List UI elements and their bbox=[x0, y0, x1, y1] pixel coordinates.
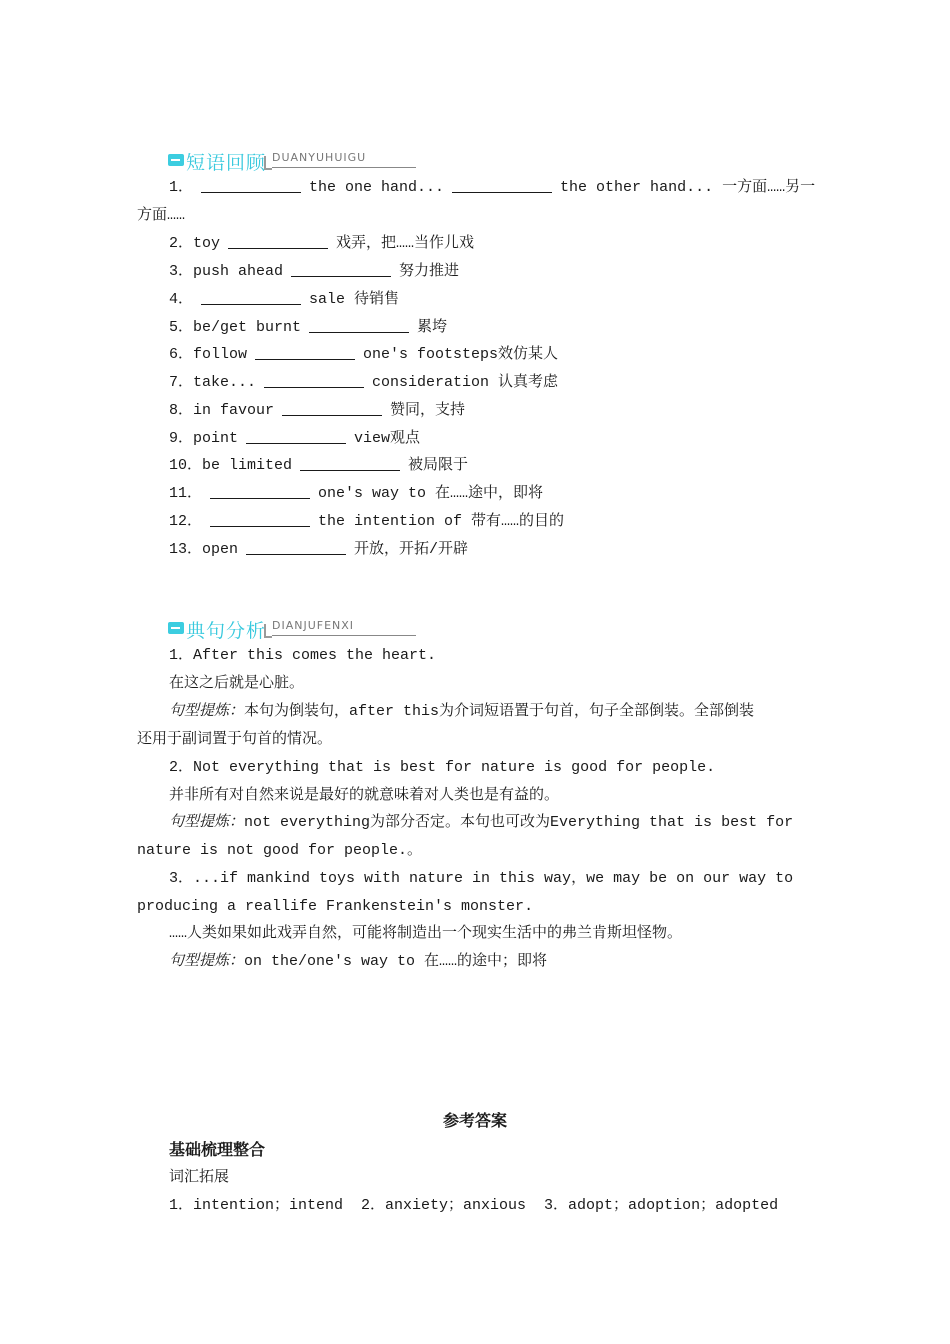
answer-blank bbox=[228, 234, 328, 249]
answer-blank bbox=[246, 429, 346, 444]
sentence-1-note: 句型提炼：本句为倒装句，after this为介词短语置于句首，句子全部倒装。全部倒装 bbox=[169, 703, 755, 720]
pattern-label: 句型提炼： bbox=[169, 703, 245, 720]
section-header-sentences bbox=[168, 618, 418, 640]
answer-blank bbox=[264, 373, 364, 388]
sentence-2-chinese: 并非所有对自然来说是最好的就意味着对人类也是有益的。 bbox=[169, 787, 560, 804]
sentence-3-note: 句型提炼：on the/one's way to 在……的途中；即将 bbox=[169, 953, 548, 970]
sentence-3-english: 3．...if mankind toys with nature in this way，we may be on our way to bbox=[169, 870, 794, 887]
phrase-item: 4． sale 待销售 bbox=[169, 291, 400, 308]
phrase-item: 7．take... consideration 认真考虑 bbox=[169, 374, 559, 391]
answer-blank bbox=[246, 540, 346, 555]
phrase-item-1-cont: 方面…… bbox=[137, 207, 186, 224]
phrase-item: 9．point view观点 bbox=[169, 430, 421, 447]
arrow-icon bbox=[168, 622, 184, 634]
sentence-3-chinese: ……人类如果如此戏弄自然，可能将制造出一个现实生活中的弗兰肯斯坦怪物。 bbox=[169, 925, 683, 942]
answers-subtitle: 基础梳理整合 bbox=[169, 1140, 266, 1159]
phrase-item: 8．in favour 赞同，支持 bbox=[169, 402, 466, 419]
sentence-3-english-cont: producing a reallife Frankenstein's monster. bbox=[137, 898, 534, 915]
pattern-label: 句型提炼： bbox=[169, 814, 245, 831]
answer-blank bbox=[210, 512, 310, 527]
sentence-2-english: 2．Not everything that is best for nature is good for people. bbox=[169, 759, 716, 776]
answer-blank bbox=[201, 290, 301, 305]
answer-blank bbox=[291, 262, 391, 277]
sentence-1-chinese: 在这之后就是心脏。 bbox=[169, 675, 305, 692]
answer-blank bbox=[282, 401, 382, 416]
arrow-icon bbox=[168, 154, 184, 166]
answer-blank bbox=[255, 345, 355, 360]
sentence-2-note: 句型提炼：not everything为部分否定。本句也可改为Everything that is best for bbox=[169, 814, 794, 831]
answer-blank bbox=[201, 178, 301, 193]
phrase-item: 13．open 开放，开拓/开辟 bbox=[169, 541, 469, 558]
answer-blank bbox=[452, 178, 552, 193]
answers-line: 1．intention；intend 2．anxiety；anxious 3．adopt；adoption；adopted bbox=[169, 1197, 779, 1214]
section-underline bbox=[272, 167, 416, 168]
answer-blank bbox=[309, 318, 409, 333]
phrase-item: 5．be/get burnt 累垮 bbox=[169, 319, 448, 336]
phrase-item: 3．push ahead 努力推进 bbox=[169, 263, 460, 280]
section-header-phrases bbox=[168, 150, 418, 172]
section-pinyin: DIANJUFENXI bbox=[272, 619, 355, 632]
sentence-1-english: 1．After this comes the heart. bbox=[169, 647, 437, 664]
section-title: 短语回顾 bbox=[186, 152, 267, 174]
sentence-2-note-cont: nature is not good for people.。 bbox=[137, 842, 423, 859]
phrase-item: 2．toy 戏弄，把……当作儿戏 bbox=[169, 235, 475, 252]
phrase-item-1: 1． the one hand... the other hand... 一方面……另一 bbox=[169, 179, 816, 196]
phrase-item: 10．be limited 被局限于 bbox=[169, 457, 469, 474]
section-underline bbox=[272, 635, 416, 636]
answers-category: 词汇拓展 bbox=[169, 1169, 230, 1186]
phrase-item: 12． the intention of 带有……的目的 bbox=[169, 513, 565, 530]
corner-bracket-icon bbox=[264, 624, 272, 638]
answer-blank bbox=[300, 456, 400, 471]
phrase-item: 6．follow one's footsteps效仿某人 bbox=[169, 346, 559, 363]
phrase-item: 11． one's way to 在……途中，即将 bbox=[169, 485, 544, 502]
section-title: 典句分析 bbox=[186, 620, 267, 642]
sentence-1-note-cont: 还用于副词置于句首的情况。 bbox=[137, 731, 333, 748]
answer-blank bbox=[210, 484, 310, 499]
section-pinyin: DUANYUHUIGU bbox=[272, 151, 367, 164]
pattern-label: 句型提炼： bbox=[169, 953, 245, 970]
answers-title: 参考答案 bbox=[442, 1111, 507, 1130]
corner-bracket-icon bbox=[264, 156, 272, 170]
